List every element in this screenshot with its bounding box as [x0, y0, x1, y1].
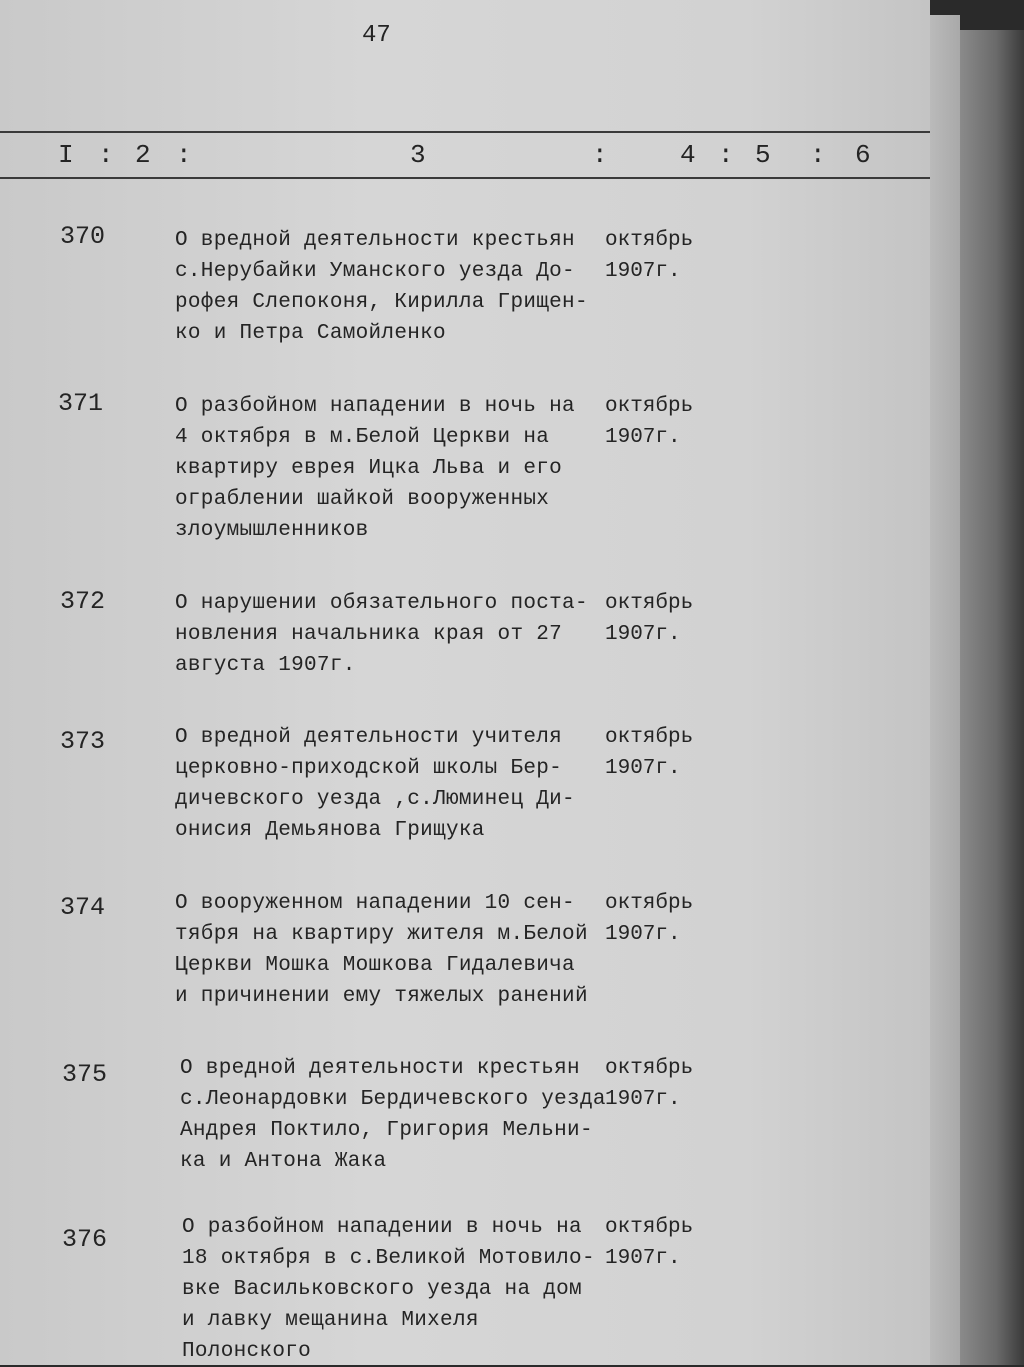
column-header-2: 2 [135, 140, 151, 170]
entry-description: О нарушении обязательного поста- новления начальника края от 27 августа 1907г. [175, 592, 588, 677]
entry-description: О разбойном нападении в ночь на 18 октября в с.Великой Мотовило- вке Васильковского уезда на дом и лавку мещанина Михеля Полонского [182, 1216, 595, 1363]
entry-number: 370 [60, 222, 106, 251]
page-number: 47 [362, 22, 391, 49]
column-header-3: 3 [410, 140, 426, 170]
column-header-6: 6 [855, 140, 871, 170]
column-header-5: 5 [755, 140, 771, 170]
entry-number: 374 [60, 893, 106, 922]
entry-number: 371 [58, 389, 104, 418]
column-header-1: I [58, 140, 74, 170]
entry-date: октябрь 1907г. [605, 395, 694, 449]
column-separator: : [98, 140, 114, 170]
entry-date: октябрь 1907г. [605, 229, 694, 283]
entry-number: 373 [60, 727, 106, 756]
entry-description: О разбойном нападении в ночь на 4 октября в м.Белой Церкви на квартиру еврея Ицка Льва и его ограблении шайкой вооруженных злоумышленников [175, 395, 575, 542]
entry-date: октябрь 1907г. [605, 1057, 694, 1111]
entry-description: О вредной деятельности учителя церковно-приходской школы Бер- дичевского уезда ,с.Люминец Ди- онисия Демьянова Грищука [175, 726, 575, 842]
column-separator: : [592, 140, 608, 170]
entry-description: О вооруженном нападении 10 сен- тября на квартиру жителя м.Белой Церкви Мошка Мошкова Гидалевича и причинении ему тяжелых ранений [175, 892, 588, 1008]
entry-number: 372 [60, 587, 106, 616]
entry-description: О вредной деятельности крестьян с.Нерубайки Уманского уезда До- рофея Слепоконя, Кирилла Грищен- ко и Петра Самойленко [175, 229, 588, 345]
underlying-sheet [925, 15, 960, 1365]
column-separator: : [810, 140, 826, 170]
entry-description: О вредной деятельности крестьян с.Леонардовки Бердичевского уезда Андрея Поктило, Григория Мельни- ка и Антона Жака [180, 1057, 606, 1173]
entry-date: октябрь 1907г. [605, 892, 694, 946]
entry-date: октябрь 1907г. [605, 1216, 694, 1270]
entry-date: октябрь 1907г. [605, 592, 694, 646]
header-rule-bottom [0, 177, 930, 179]
entry-number: 375 [62, 1060, 108, 1089]
column-separator: : [176, 140, 192, 170]
underlying-sheet-dark [955, 30, 1024, 1365]
header-rule-top [0, 131, 930, 133]
entry-number: 376 [62, 1225, 108, 1254]
column-separator: : [718, 140, 734, 170]
entry-date: октябрь 1907г. [605, 726, 694, 780]
column-header-4: 4 [680, 140, 696, 170]
